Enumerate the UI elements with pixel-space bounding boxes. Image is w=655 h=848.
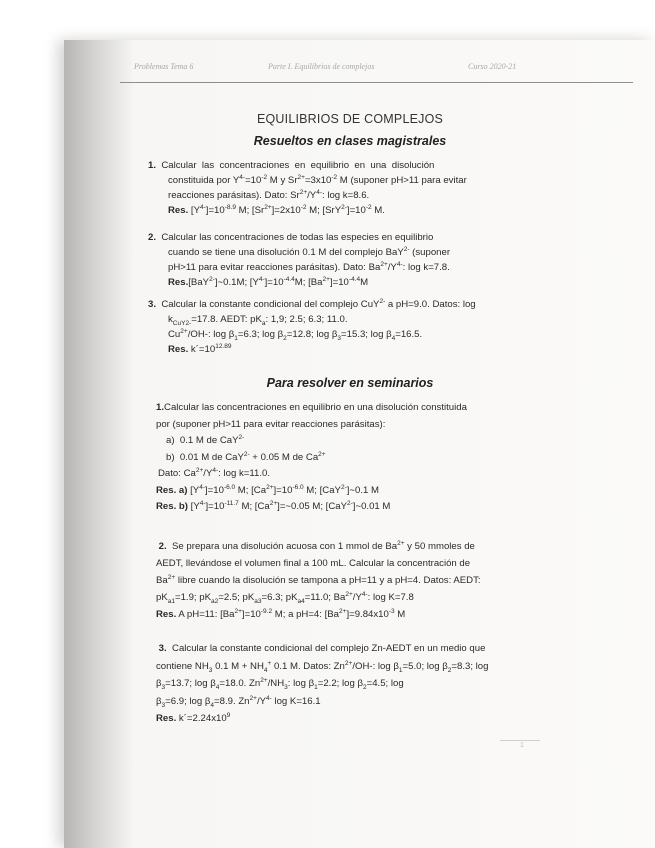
document-title: EQUILIBRIOS DE COMPLEJOS [256,112,444,126]
section2-title: Para resolver en seminarios [266,376,434,390]
problem-3: 3. Calcular la constante condicional del complejo CuY$^{2-}$ a pH=9.0. Datos: log $k_{CuY2-}=17.8$. AEDT: $pK_a$: 1,9; 2.5; 6.3; 11.0. $Cu^{2+}/OH-$: $\log \beta_1=6.3$; $\log \beta_2=12.8$; $\log \beta_3=15.3$; $\log \beta_4=16.5$. Res. $k´=10^{12.89}$ [148,297,476,355]
section1-title: Resueltos en clases magistrales [253,134,447,148]
page-number: 1 [520,742,524,749]
problem-1: 1. Calcular las concentraciones en equilibrio en una disolución constituida por $Y^{4-}=10^{-2}$ M y $Sr^{2+}=3x10^{-2}$ M (suponer pH>11 para evitar reacciones parásitas). Dato: $Sr^{2+}/Y^{4-}$: log k=8.6. Res. $[Y^{4-}]=10^{-8.9}$ M; $[Sr^{2+}]=2x10^{-2}$ M; $[SrY^{2-}]=10^{-2}$ M. [148,160,467,216]
header-right: Curso 2020-21 [468,62,517,71]
seminar-problem-2: 2. Se prepara una disolución acuosa con 1 mmol de $Ba^{2+}$ y 50 mmoles de AEDT, llevándose el volumen final a 100 mL. Calcular la concentración de $Ba^{2+}$ libre cuando la disolución se tampona a pH=11 y a pH=4. Datos: AEDT: $pK_{a1}=1.9$; $pK_{a2}=2.5$; $pK_{a3}=6.3$; $pK_{a4}=11.0$; $Ba^{2+}/Y^{4-}$: log K=7.8 Res. A pH=11: $[Ba^{2+}]=10^{-9.2}$ M; a pH=4: $[Ba^{2+}]=9.84x10^{-3}$ M [156,539,481,620]
header-center: Parte I. Equilibrios de complejos [268,62,375,71]
seminar-problem-1: 1.Calcular las concentraciones en equilibrio en una disolución constituida por (suponer pH>11 para evitar reacciones parásitas): a) 0.1 M de CaY$^{2-}$ b) 0.01 M de CaY$^{2-}$ + 0.05 M de $Ca^{2+}$ Dato: $Ca^{2+}/Y^{4-}$: log k=11.0. Res. a) $[Y^{4-}]=10^{-6.0}$ M; $[Ca^{2+}]=10^{-6.0}$ M; [CaY$^{2-}$]~0.1 M Res. b) $[Y^{4-}]=10^{-11.7}$ M; $[Ca^{2+}]=\sim 0.05$ M; [CaY$^{2-}$]~0.01 M [156,402,467,512]
seminar-problem-3: 3. Calcular la constante condicional del complejo Zn-AEDT en un medio que contiene $NH_3$ 0.1 $M + NH_4^+$ 0.1 M. Datos: $Zn^{2+}/OH-$: $\log \beta_1=5.0$; $\log \beta_2=8.3$; log $\beta_3=13.7$; $\log \beta_4=18.0$. $Zn^{2+}/NH_3$: $\log \beta_1=2.2$; $\log \beta_2=4.5$; log $\beta_3=6.9$; $\log \beta_4=8.9$. $Zn^{2+}/Y^{4-}$ log K=16.1 Res. $k´=2.24x10^9$ [156,643,489,724]
footer-rule [500,740,540,741]
header-rule [120,82,633,83]
page-shadow [64,40,134,848]
problem-2: 2. Calcular las concentraciones de todas las especies en equilibrio cuando se tiene una disolución 0.1 M del complejo BaY$^{2-}$ (suponer pH>11 para evitar reacciones parásitas). Dato: $Ba^{2+}/Y^{4-}$: log k=7.8. Res.[BaY$^{2-}$]~0.1M; $[Y^{4-}]=10^{-4.4}M$; $[Ba^{2+}]=10^{-4.4}M$ [148,232,451,288]
header-left: Problemas Tema 6 [134,62,194,71]
